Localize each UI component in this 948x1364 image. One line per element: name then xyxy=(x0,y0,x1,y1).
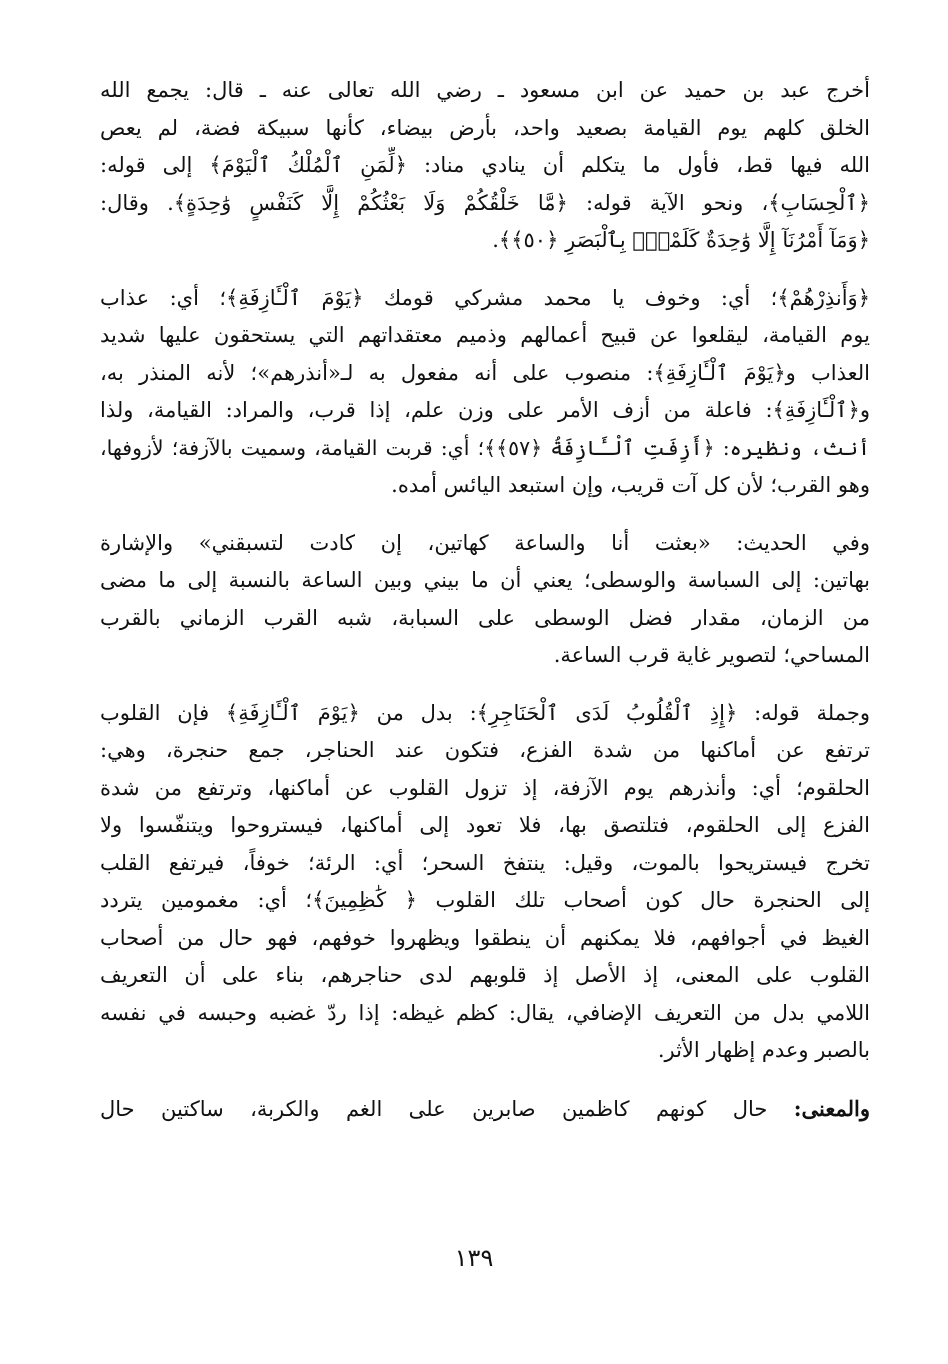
text-line: وفي الحديث: «بعثت أنا والساعة كهاتين، إن كادت لتسبقني» والإشارة xyxy=(100,530,870,555)
text-line: أنث، ونظيره: ﴿أَزِفَتِ ٱلْـَٔازِفَةُ ﴿٥٧﴾﴾؛ أي: قربت القيامة، وسميت بالآزفة؛ لأزوفها، xyxy=(100,435,870,460)
page-number: ١٣٩ xyxy=(454,1244,494,1272)
text-line: ﴿وَأَنذِرْهُمْ﴾؛ أي: وخوف يا محمد مشركي قومك ﴿يَوْمَ ٱلْـَٔازِفَةِ﴾؛ أي: عذاب xyxy=(100,285,870,310)
paragraph xyxy=(100,1090,870,1129)
text-line xyxy=(100,1090,870,1129)
text-line: و﴿ٱلْـَٔازِفَةِ﴾: فاعلة من أزف الأمر على وزن علم، إذا قرب، والمراد: القيامة، ولذا xyxy=(100,398,870,422)
text-line: الخلق كلهم يوم القيامة بصعيد واحد، بأرض بيضاء، كأنها سبيكة فضة، لم يعص xyxy=(100,115,870,140)
text-line: القلوب على المعنى، إذ الأصل إذ قلوبهم لدى حناجرهم، بناء على أن التعريف xyxy=(100,963,870,987)
paragraph xyxy=(100,525,870,675)
paragraph xyxy=(100,280,870,505)
text-line: ﴿وَمَآ أَمْرُنَآ إِلَّا وَٰحِدَةٌ كَلَمْحٍۭ بِٱلْبَصَرِ ﴿٥٠﴾﴾. xyxy=(492,228,870,252)
text-line: من الزمان، مقدار فضل الوسطى على السبابة، شبه القرب الزماني بالقرب xyxy=(100,605,870,630)
text-line: بالصبر وعدم إظهار الأثر. xyxy=(657,1038,870,1062)
text-line: اللامي بدل من التعريف الإضافي، يقال: كظم غيظه: إذا ردّ غضبه وحبسه في نفسه xyxy=(100,1000,870,1025)
text-line: الغيظ في أجوافهم، فلا يمكنهم أن ينطقوا ويظهروا خوفهم، فهو حال من أصحاب xyxy=(100,925,870,950)
text-line: العذاب و﴿يَوْمَ ٱلْـَٔازِفَةِ﴾: منصوب على أنه مفعول به لـ«أنذرهم»؛ لأنه المنذر به، xyxy=(100,360,870,385)
text-line: وجملة قوله: ﴿إِذِ ٱلْقُلُوبُ لَدَى ٱلْحَنَاجِرِ﴾: بدل من ﴿يَوْمَ ٱلْـَٔازِفَةِ﴾ فإن القلوب xyxy=(100,700,870,725)
paragraph xyxy=(100,72,870,260)
text-line: ﴿ٱلْحِسَابِ﴾، ونحو الآية قوله: ﴿مَّا خَلْقُكُمْ وَلَا بَعْثُكُمْ إِلَّا كَنَفْسٍ وَٰحِدَةٍ﴾. وقال: xyxy=(100,190,870,215)
text-line: أخرج عبد بن حميد عن ابن مسعود ـ رضي الله تعالى عنه ـ قال: يجمع الله xyxy=(100,78,870,102)
text-line: ترتفع عن أماكنها من شدة الفزع، فتكون عند الحناجر، جمع حنجرة، وهي: xyxy=(100,738,870,762)
page-text xyxy=(100,72,870,1148)
text-line: يوم القيامة، ليقلعوا عن قبيح أعمالهم وذميم معتقداتهم التي يستحقون عليها شديد xyxy=(100,323,870,347)
meaning-text: حال كونهم كاظمين صابرين على الغم والكربة، ساكتين حال xyxy=(100,1096,794,1121)
paragraph xyxy=(100,695,870,1070)
text-line: الفزع إلى الحلقوم، فتلتصق بها، فلا تعود إلى أماكنها، فيستروحوا ويتنفّسوا ولا xyxy=(100,813,870,837)
text-line: الحلقوم؛ أي: وأنذرهم يوم الآزفة، إذ تزول القلوب عن أماكنها، وترتفع من شدة xyxy=(100,775,870,800)
text-line: إلى الحنجرة حال كون أصحاب تلك القلوب ﴿ كَٰظِمِينَ﴾؛ أي: مغمومين يتردد xyxy=(100,888,870,912)
meaning-label: والمعنى: xyxy=(793,1095,870,1121)
text-line: المساحي؛ لتصوير غاية قرب الساعة. xyxy=(553,643,870,667)
text-line: وهو القرب؛ لأن كل آت قريب، وإن استبعد اليائس أمده. xyxy=(391,473,870,497)
text-line: بهاتين: إلى السباسة والوسطى؛ يعني أن ما بيني وبين الساعة بالنسبة إلى ما مضى xyxy=(100,568,870,592)
text-line: الله فيها قط، فأول ما يتكلم أن ينادي مناد: ﴿لِّمَنِ ٱلْمُلْكُ ٱلْيَوْمَ﴾ إلى قوله: xyxy=(100,153,870,177)
text-line: تخرج فيستريحوا بالموت، وقيل: ينتفخ السحر؛ أي: الرئة؛ خوفاً، فيرتفع القلب xyxy=(100,850,870,875)
